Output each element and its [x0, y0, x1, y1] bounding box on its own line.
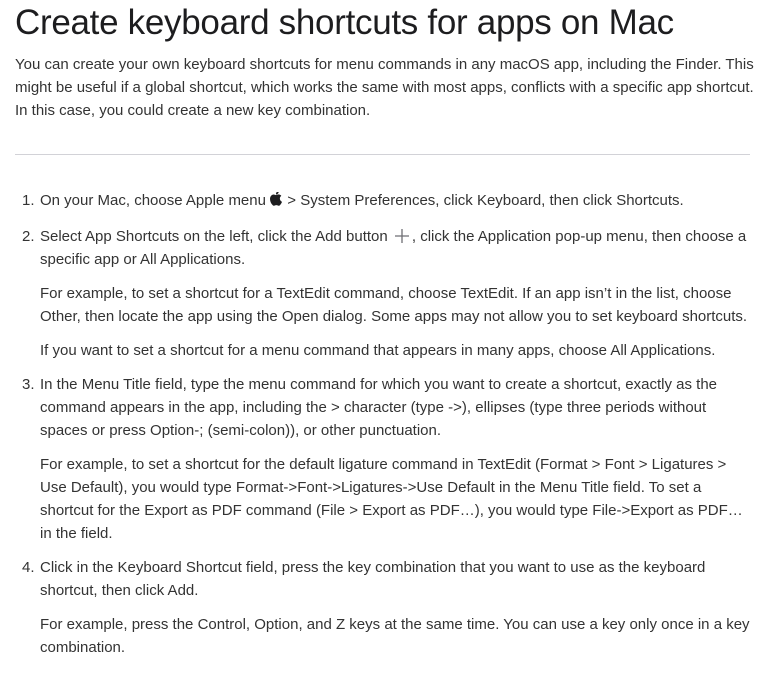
step-text: In the Menu Title field, type the menu command for which you want to create a shortcut, exactly as the command appears in the app, including the > character (type ->), ellipses (type three periods without spaces or press Option-; (semi-colon)), or other punctuation.: [40, 376, 718, 439]
article: [15, 0, 754, 656]
intro-paragraph: You can create your own keyboard shortcuts for menu commands in any macOS app, including the Finder. This might be useful if a global shortcut, which works the same with most apps, conflicts with a specific app shortcut. In this case, you could create a new key combination.: [15, 56, 754, 119]
step-1: [15, 189, 750, 214]
step-text: Click in the Keyboard Shortcut field, press the key combination that you want to use as the keyboard shortcut, then click Add.: [40, 559, 706, 599]
step-note: For example, to set a shortcut for the default ligature command in TextEdit (Format > Font > Ligatures > Use Default), you would type Format->Font->Ligatures->Use Default in the Menu Title field. To set a shortcut for the Export as PDF command (File > Export as PDF…), you would type File->Export as PDF… in the field.: [40, 456, 743, 542]
step-number: 1.: [22, 192, 35, 209]
step-number: 4.: [22, 559, 35, 576]
plus-icon: [394, 228, 410, 244]
steps-list: [15, 189, 750, 659]
section-divider: [15, 154, 750, 155]
apple-icon: [270, 191, 283, 214]
step-number: 3.: [22, 376, 35, 393]
step-4: [15, 556, 750, 659]
step-text: On your Mac, choose Apple menu > System Preferences, click Keyboard, then click Shortcuts.: [40, 189, 750, 214]
step-note: For example, to set a shortcut for a TextEdit command, choose TextEdit. If an app isn’t in the list, choose Other, then locate the app using the Open dialog. Some apps may not allow you to set keyboard shortcuts.: [40, 285, 748, 325]
step-note: If you want to set a shortcut for a menu command that appears in many apps, choose All Applications.: [40, 342, 716, 359]
step-text: Select App Shortcuts on the left, click the Add button , click the Application pop-up menu, then choose a specific app or All Applications.: [40, 228, 747, 268]
step-note: For example, press the Control, Option, and Z keys at the same time. You can use a key only once in a key combination.: [40, 616, 750, 656]
step-2: [15, 225, 750, 362]
step-3: [15, 373, 750, 545]
step-number: 2.: [22, 228, 35, 245]
page-title: Create keyboard shortcuts for apps on Mac: [15, 3, 674, 42]
